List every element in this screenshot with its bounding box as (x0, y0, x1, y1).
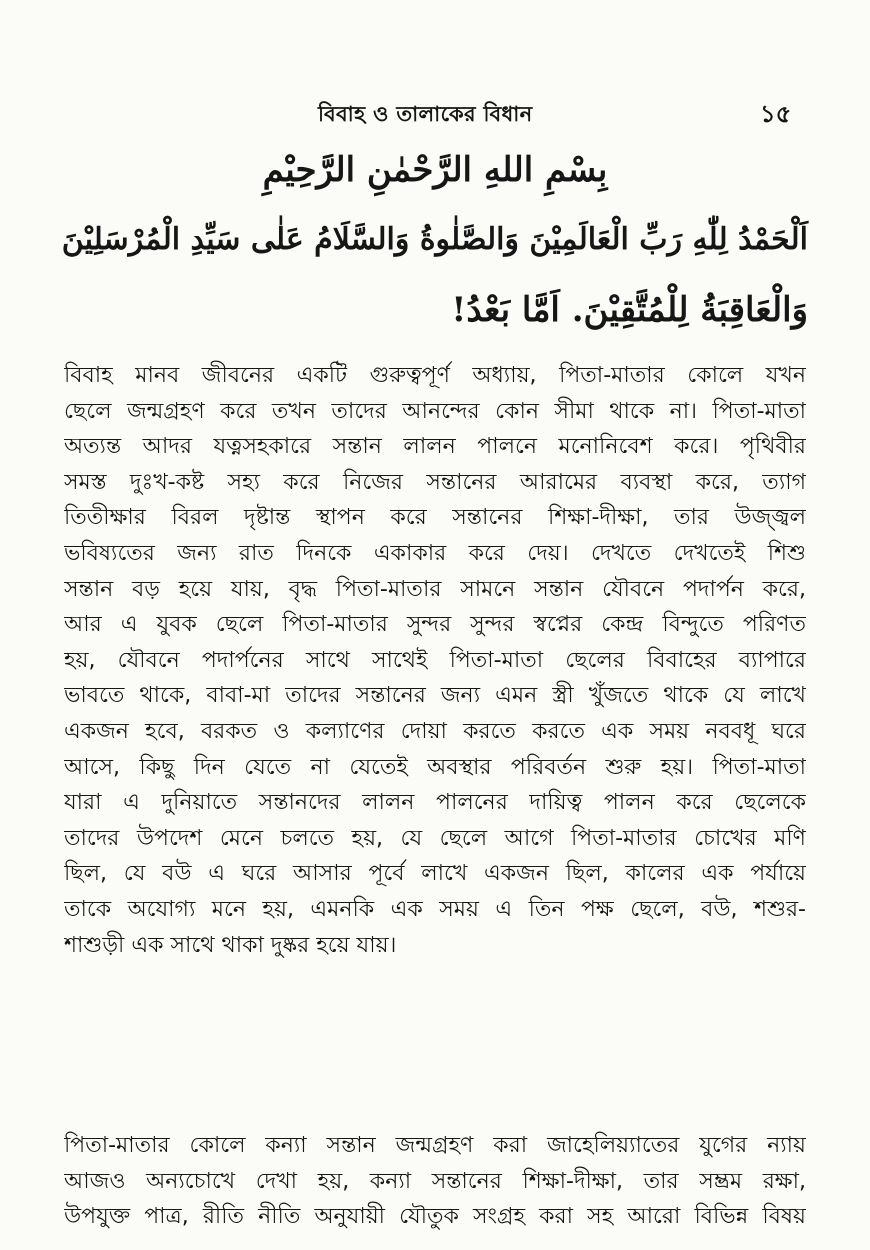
text-line: একজন হবে, বরকত ও কল্যাণের দোয়া করতে করতে এক সময় নববধূ ঘরে (64, 718, 806, 744)
text-line: বিবাহ মানব জীবনের একটি গুরুত্বপূর্ণ অধ্যায়, পিতা-মাতার কোলে যখন (64, 363, 806, 388)
text-line: অত্যন্ত আদর যত্নসহকারে সন্তান লালন পালনে মনোনিবেশ করে। পৃথিবীর (64, 434, 806, 460)
text-line: সমস্ত দুঃখ-কষ্ট সহ্য করে নিজের সন্তানের আরামের ব্যবস্থা করে, ত্যাগ (64, 469, 806, 495)
text-line: শাশুড়ী এক সাথে থাকা দুষ্কর হয়ে যায়। (64, 932, 397, 958)
text-line: উপযুক্ত পাত্র, রীতি নীতি অনুযায়ী যৌতুক সংগ্রহ করা সহ আরো বিভিন্ন বিষয় (64, 1204, 806, 1230)
text-line: ছিল, যে বউ এ ঘরে আসার পূর্বে লাখে একজন ছিল, কালের এক পর্যায়ে (64, 861, 806, 887)
text-line: তাকে অযোগ্য মনে হয়, এমনকি এক সময় এ তিন পক্ষ ছেলে, বউ, শশুর- (64, 896, 806, 922)
text-line: তিতীক্ষার বিরল দৃষ্টান্ত স্থাপন করে সন্তানের শিক্ষা-দীক্ষা, তার উজ্জ্বল (64, 505, 806, 531)
text-line: ভাবতে থাকে, বাবা-মা তাদের সন্তানের জন্য এমন স্ত্রী খুঁজতে থাকে যে লাখে (64, 683, 806, 709)
running-header-title: বিবাহ ও তালাকের বিধান (318, 102, 533, 126)
text-line: আর এ যুবক ছেলে পিতা-মাতার সুন্দর সুন্দর স্বপ্নের কেন্দ্র বিন্দুতে পরিণত (64, 612, 806, 638)
bismillah-line: بِسْمِ اللهِ الرَّحْمٰنِ الرَّحِيْمِ (262, 150, 608, 190)
text-line: তাদের উপদেশ মেনে চলতে হয়, যে ছেলে আগে পিতা-মাতার চোখের মণি (64, 825, 806, 851)
text-line: হয়, যৌবনে পদার্পনের সাথে সাথেই পিতা-মাতা ছেলের বিবাহের ব্যাপারে (64, 647, 806, 673)
text-line: পিতা-মাতার কোলে কন্যা সন্তান জন্মগ্রহণ করা জাহেলিয়্যাতের যুগের ন্যায় (64, 1133, 806, 1158)
paragraph-1 (64, 358, 806, 963)
arabic-praise-line-1: اَلْحَمْدُ لِلّٰهِ رَبِّ الْعَالَمِيْنَ وَالصَّلٰوةُ وَالسَّلَامُ عَلٰى سَيِّدِ الْمُرْسَلِيْنَ (61, 222, 808, 257)
text-line: ছেলে জন্মগ্রহণ করে তখন তাদের আনন্দের কোন সীমা থাকে না। পিতা-মাতা (64, 398, 806, 424)
text-line: সন্তান বড় হয়ে যায়, বৃদ্ধ পিতা-মাতার সামনে সন্তান যৌবনে পদার্পন করে, (64, 576, 806, 602)
text-line: ভবিষ্যতের জন্য রাত দিনকে একাকার করে দেয়। দেখতে দেখতেই শিশু (64, 540, 806, 566)
arabic-praise-line-2: وَالْعَاقِبَةُ لِلْمُتَّقِيْنَ. اَمَّا بَعْدُ! (451, 290, 808, 330)
page-number: ১৫ (760, 100, 792, 128)
text-line: আজও অন্যচোখে দেখা হয়, কন্যা সন্তানের শিক্ষা-দীক্ষা, তার সম্ভ্রম রক্ষা, (64, 1168, 806, 1194)
paragraph-2 (64, 1128, 806, 1235)
text-line: যারা এ দুনিয়াতে সন্তানদের লালন পালনের দায়িত্ব পালন করে ছেলেকে (64, 790, 806, 816)
text-line: আসে, কিছু দিন যেতে না যেতেই অবস্থার পরিবর্তন শুরু হয়। পিতা-মাতা (64, 754, 806, 780)
